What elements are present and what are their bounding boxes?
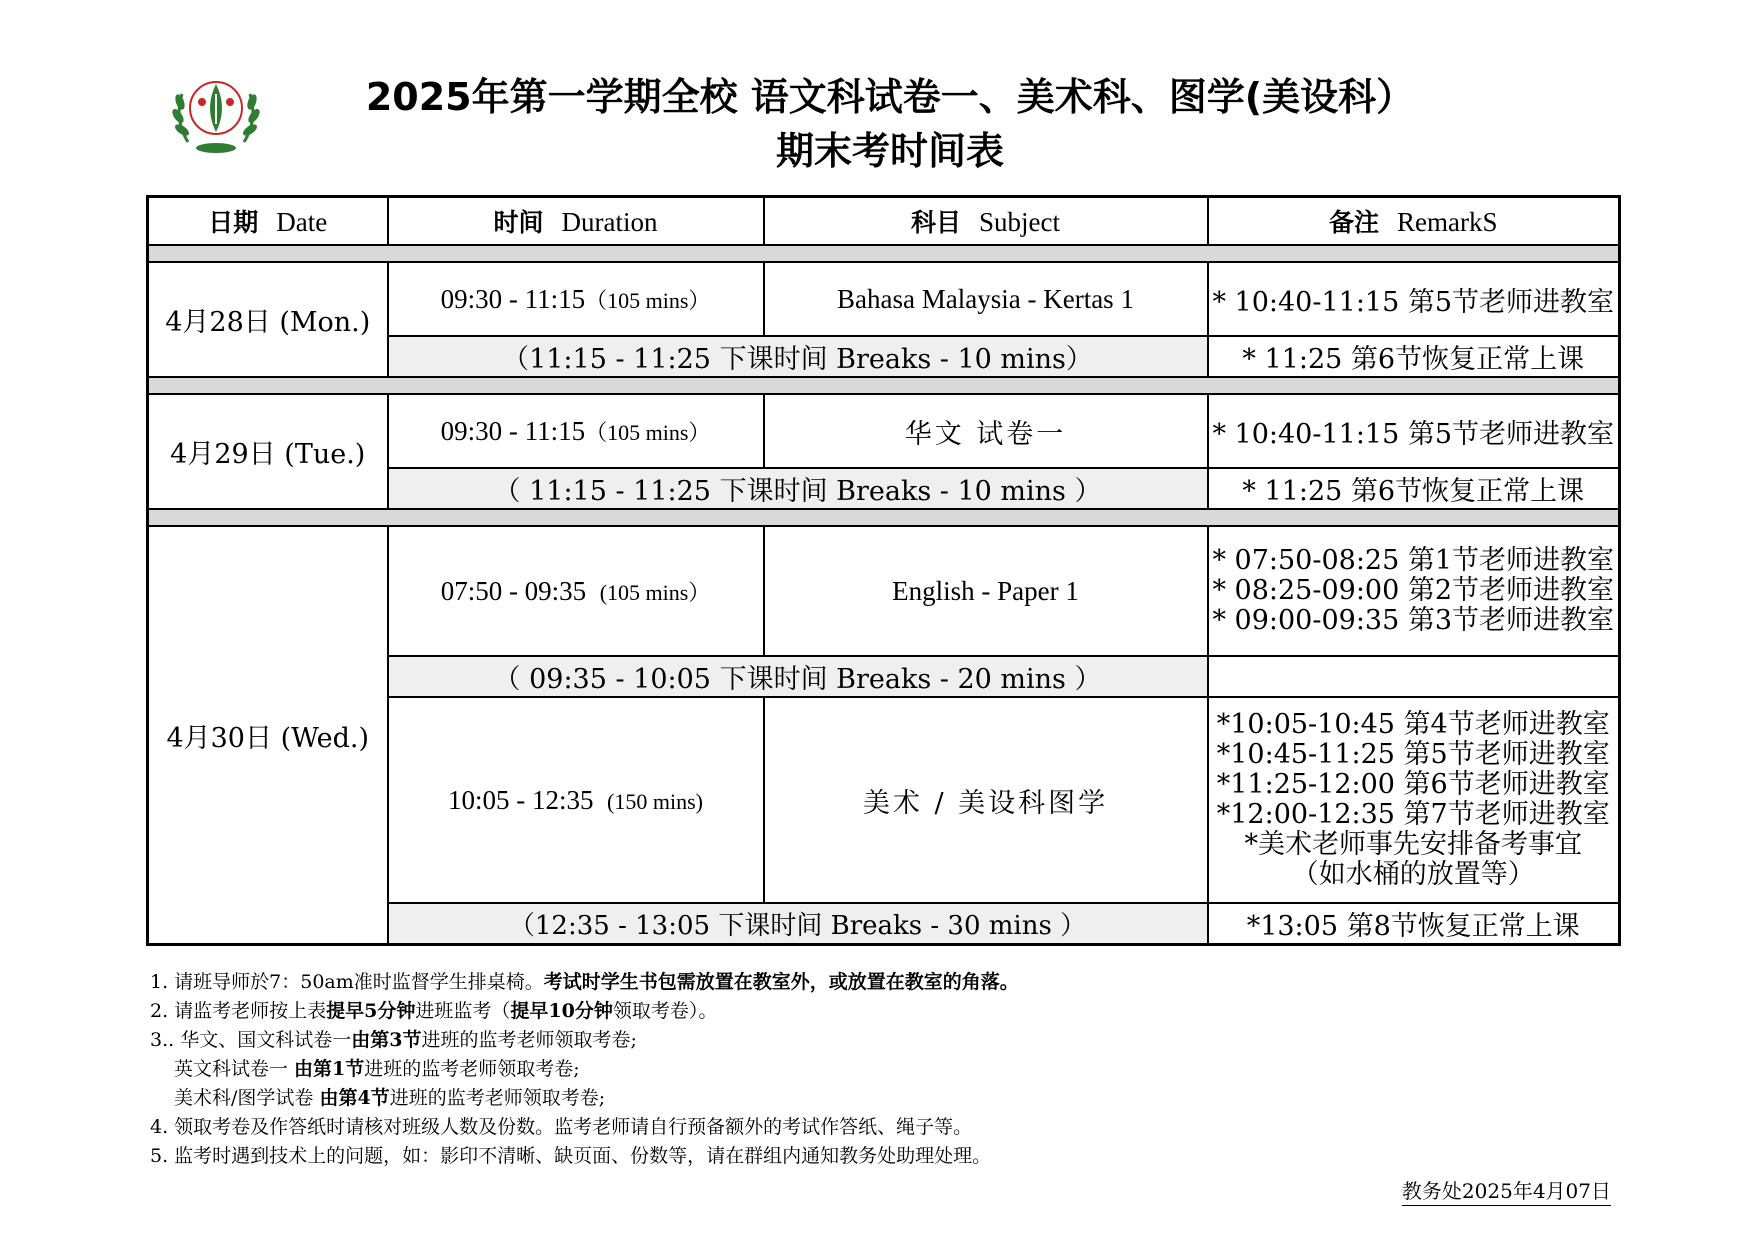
subject-cell: English - Paper 1 [764,526,1208,656]
remark-cell: *13:05 第8节恢复正常上课 [1208,903,1620,945]
remark-cell: * 07:50-08:25 第1节老师进教室 * 08:25-09:00 第2节老师进教室 * 09:00-09:35 第3节老师进教室 [1208,526,1620,656]
subject-cell: 华文 试卷一 [764,394,1208,468]
exam-schedule-table [146,195,1621,946]
table-row [148,394,1620,468]
break-cell: （11:15 - 11:25 下课时间 Breaks - 10 mins） [388,336,1208,377]
remark-cell: * 11:25 第6节恢复正常上课 [1208,336,1620,377]
subject-cell: 美术 / 美设科图学 [764,697,1208,903]
time-cell: 07:50 - 09:35 (105 mins） [388,526,764,656]
header-duration: 时间 Duration [388,197,764,246]
break-cell: （ 09:35 - 10:05 下课时间 Breaks - 20 mins ） [388,656,1208,697]
table-header-row [148,197,1620,246]
row-spacer [148,245,1620,262]
note-2: 2. 请监考老师按上表提早5分钟进班监考（提早10分钟领取考卷）。 [150,1000,718,1022]
date-cell: 4月28日 (Mon.) [148,262,388,377]
remark-cell: * 11:25 第6节恢复正常上课 [1208,468,1620,509]
remark-cell: * 10:40-11:15 第5节老师进教室 [1208,394,1620,468]
note-1: 1. 请班导师於7：50am准时监督学生排桌椅。考试时学生书包需放置在教室外，或放置在教室的角落。 [150,971,1019,993]
remark-cell-empty [1208,656,1620,697]
issue-date: 教务处2025年4月07日 [1402,1175,1611,1206]
page-title [300,70,1480,178]
header-date: 日期 Date [148,197,388,246]
table-row [148,262,1620,336]
note-3: 3.. 华文、国文科试卷一由第3节进班的监考老师领取考卷; [150,1029,637,1051]
title-line-2: 期末考时间表 [775,129,1004,173]
remark-cell: * 10:40-11:15 第5节老师进教室 [1208,262,1620,336]
notes-list [150,968,1610,1171]
title-line-1: 2025年第一学期全校 语文科试卷一、美术科、图学(美设科） [365,75,1415,119]
date-cell: 4月30日 (Wed.) [148,526,388,945]
remark-cell: *10:05-10:45 第4节老师进教室 *10:45-11:25 第5节老师进教室 *11:25-12:00 第6节老师进教室 *12:00-12:35 第7节老师进教室 *美术老师事先安排备考事宜 （如水桶的放置等） [1208,697,1620,903]
header-remarks: 备注 RemarkS [1208,197,1620,246]
note-4: 4. 领取考卷及作答纸时请核对班级人数及份数。监考老师请自行预备额外的考试作答纸、绳子等。 [150,1116,973,1138]
time-cell: 09:30 - 11:15（105 mins） [388,394,764,468]
time-cell: 10:05 - 12:35 (150 mins) [388,697,764,903]
break-cell: （ 11:15 - 11:25 下课时间 Breaks - 10 mins ） [388,468,1208,509]
note-5: 5. 监考时遇到技术上的问题，如：影印不清晰、缺页面、份数等，请在群组内通知教务处助理处理。 [150,1145,992,1167]
row-spacer [148,509,1620,526]
time-cell: 09:30 - 11:15（105 mins） [388,262,764,336]
date-cell: 4月29日 (Tue.) [148,394,388,509]
row-spacer [148,377,1620,394]
header-subject: 科目 Subject [764,197,1208,246]
subject-cell: Bahasa Malaysia - Kertas 1 [764,262,1208,336]
note-3-line-3: 美术科/图学试卷 由第4节进班的监考老师领取考卷; [174,1087,606,1109]
break-cell: （12:35 - 13:05 下课时间 Breaks - 30 mins ） [388,903,1208,945]
table-row [148,526,1620,656]
note-3-line-2: 英文科试卷一 由第1节进班的监考老师领取考卷; [174,1058,580,1080]
school-crest-icon [168,72,264,156]
